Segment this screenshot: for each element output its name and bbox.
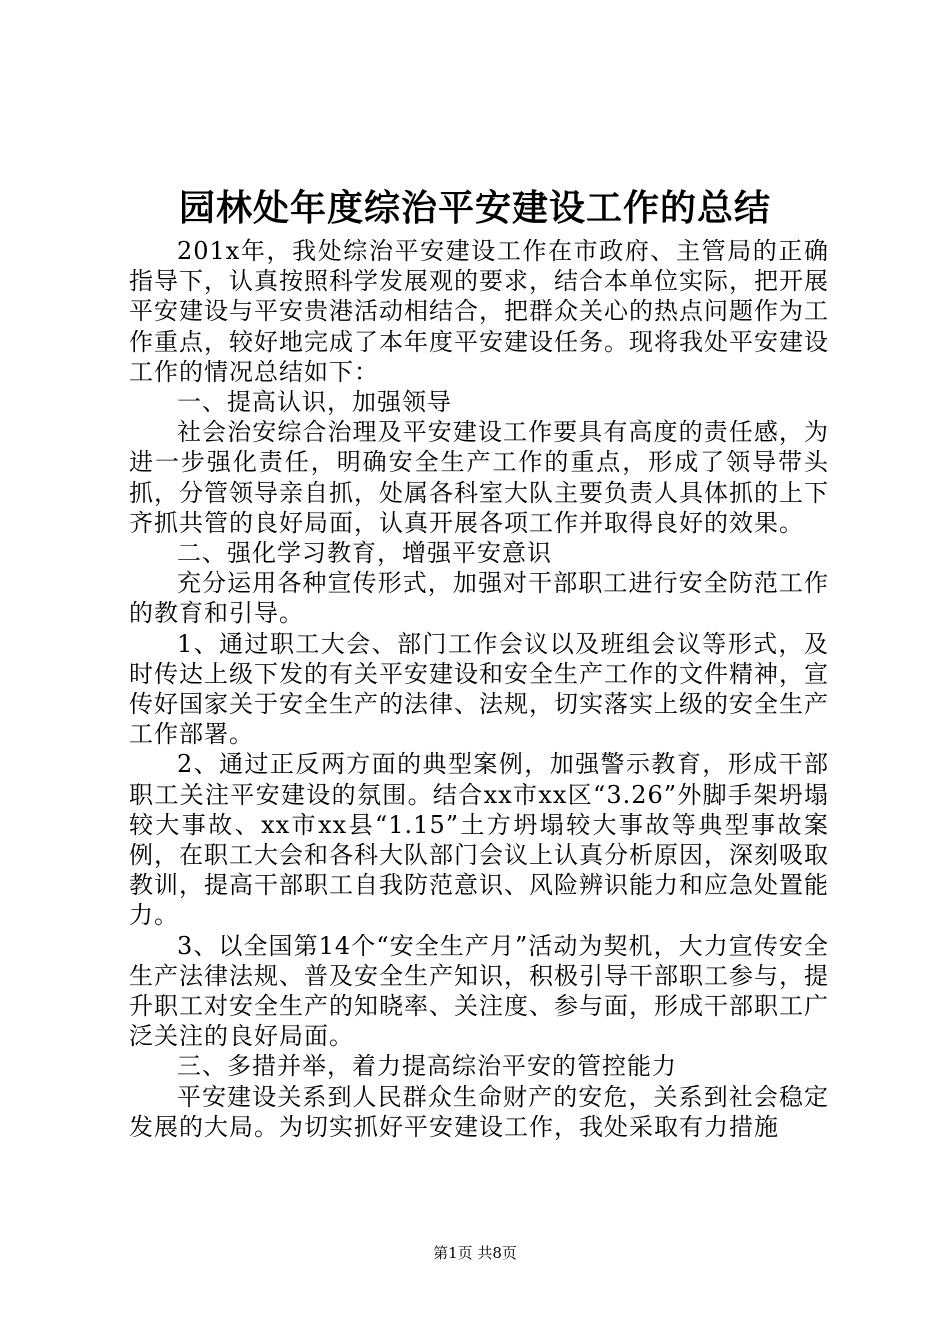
section-heading-1: 一、提高认识，加强领导 xyxy=(177,388,452,417)
paragraph: 充分运用各种宣传形式，加强对干部职工进行安全防范工作的教育和引导。 xyxy=(129,569,829,628)
section-heading-2: 二、强化学习教育，增强平安意识 xyxy=(177,539,552,568)
page-number-footer: 第1页 共8页 xyxy=(433,1244,517,1262)
paragraph-intro: 201x年，我处综治平安建设工作在市政府、主管局的正确指导下，认真按照科学发展观的要求，结合本单位实际，把开展平安建设与平安贵港活动相结合，把群众关心的热点问题作为工作重点，较好地完成了本年度平安建设任务。现将我处平安建设工作的情况总结如下： xyxy=(129,237,829,386)
paragraph: 平安建设关系到人民群众生命财产的安危，关系到社会稳定发展的大局。为切实抓好平安建设工作，我处采取有力措施 xyxy=(129,1082,829,1141)
section-heading-3: 三、多措并举，着力提高综治平安的管控能力 xyxy=(177,1052,677,1081)
paragraph: 社会治安综合治理及平安建设工作要具有高度的责任感，为进一步强化责任，明确安全生产工作的重点，形成了领导带头抓，分管领导亲自抓，处属各科室大队主要负责人具体抓的上下齐抓共管的良好局面，认真开展各项工作并取得良好的效果。 xyxy=(129,418,829,537)
paragraph: 2、通过正反两方面的典型案例，加强警示教育，形成干部职工关注平安建设的氛围。结合xx市xx区“3.26”外脚手架坍塌较大事故、xx市xx县“1.15”土方坍塌较大事故等典型事故案例，在职工大会和各科大队部门会议上认真分析原因，深刻吸取教训，提高干部职工自我防范意识、风险辨识能力和应急处置能力。 xyxy=(129,750,829,930)
paragraph: 3、以全国第14个“安全生产月”活动为契机，大力宣传安全生产法律法规、普及安全生产知识，积极引导干部职工参与，提升职工对安全生产的知晓率、关注度、参与面，形成干部职工广泛关注的良好局面。 xyxy=(129,931,829,1051)
paragraph: 1、通过职工大会、部门工作会议以及班组会议等形式，及时传达上级下发的有关平安建设和安全生产工作的文件精神，宣传好国家关于安全生产的法律、法规，切实落实上级的安全生产工作部署。 xyxy=(129,629,829,749)
document-title: 园林处年度综治平安建设工作的总结 xyxy=(178,187,771,229)
document-body xyxy=(129,236,829,1142)
